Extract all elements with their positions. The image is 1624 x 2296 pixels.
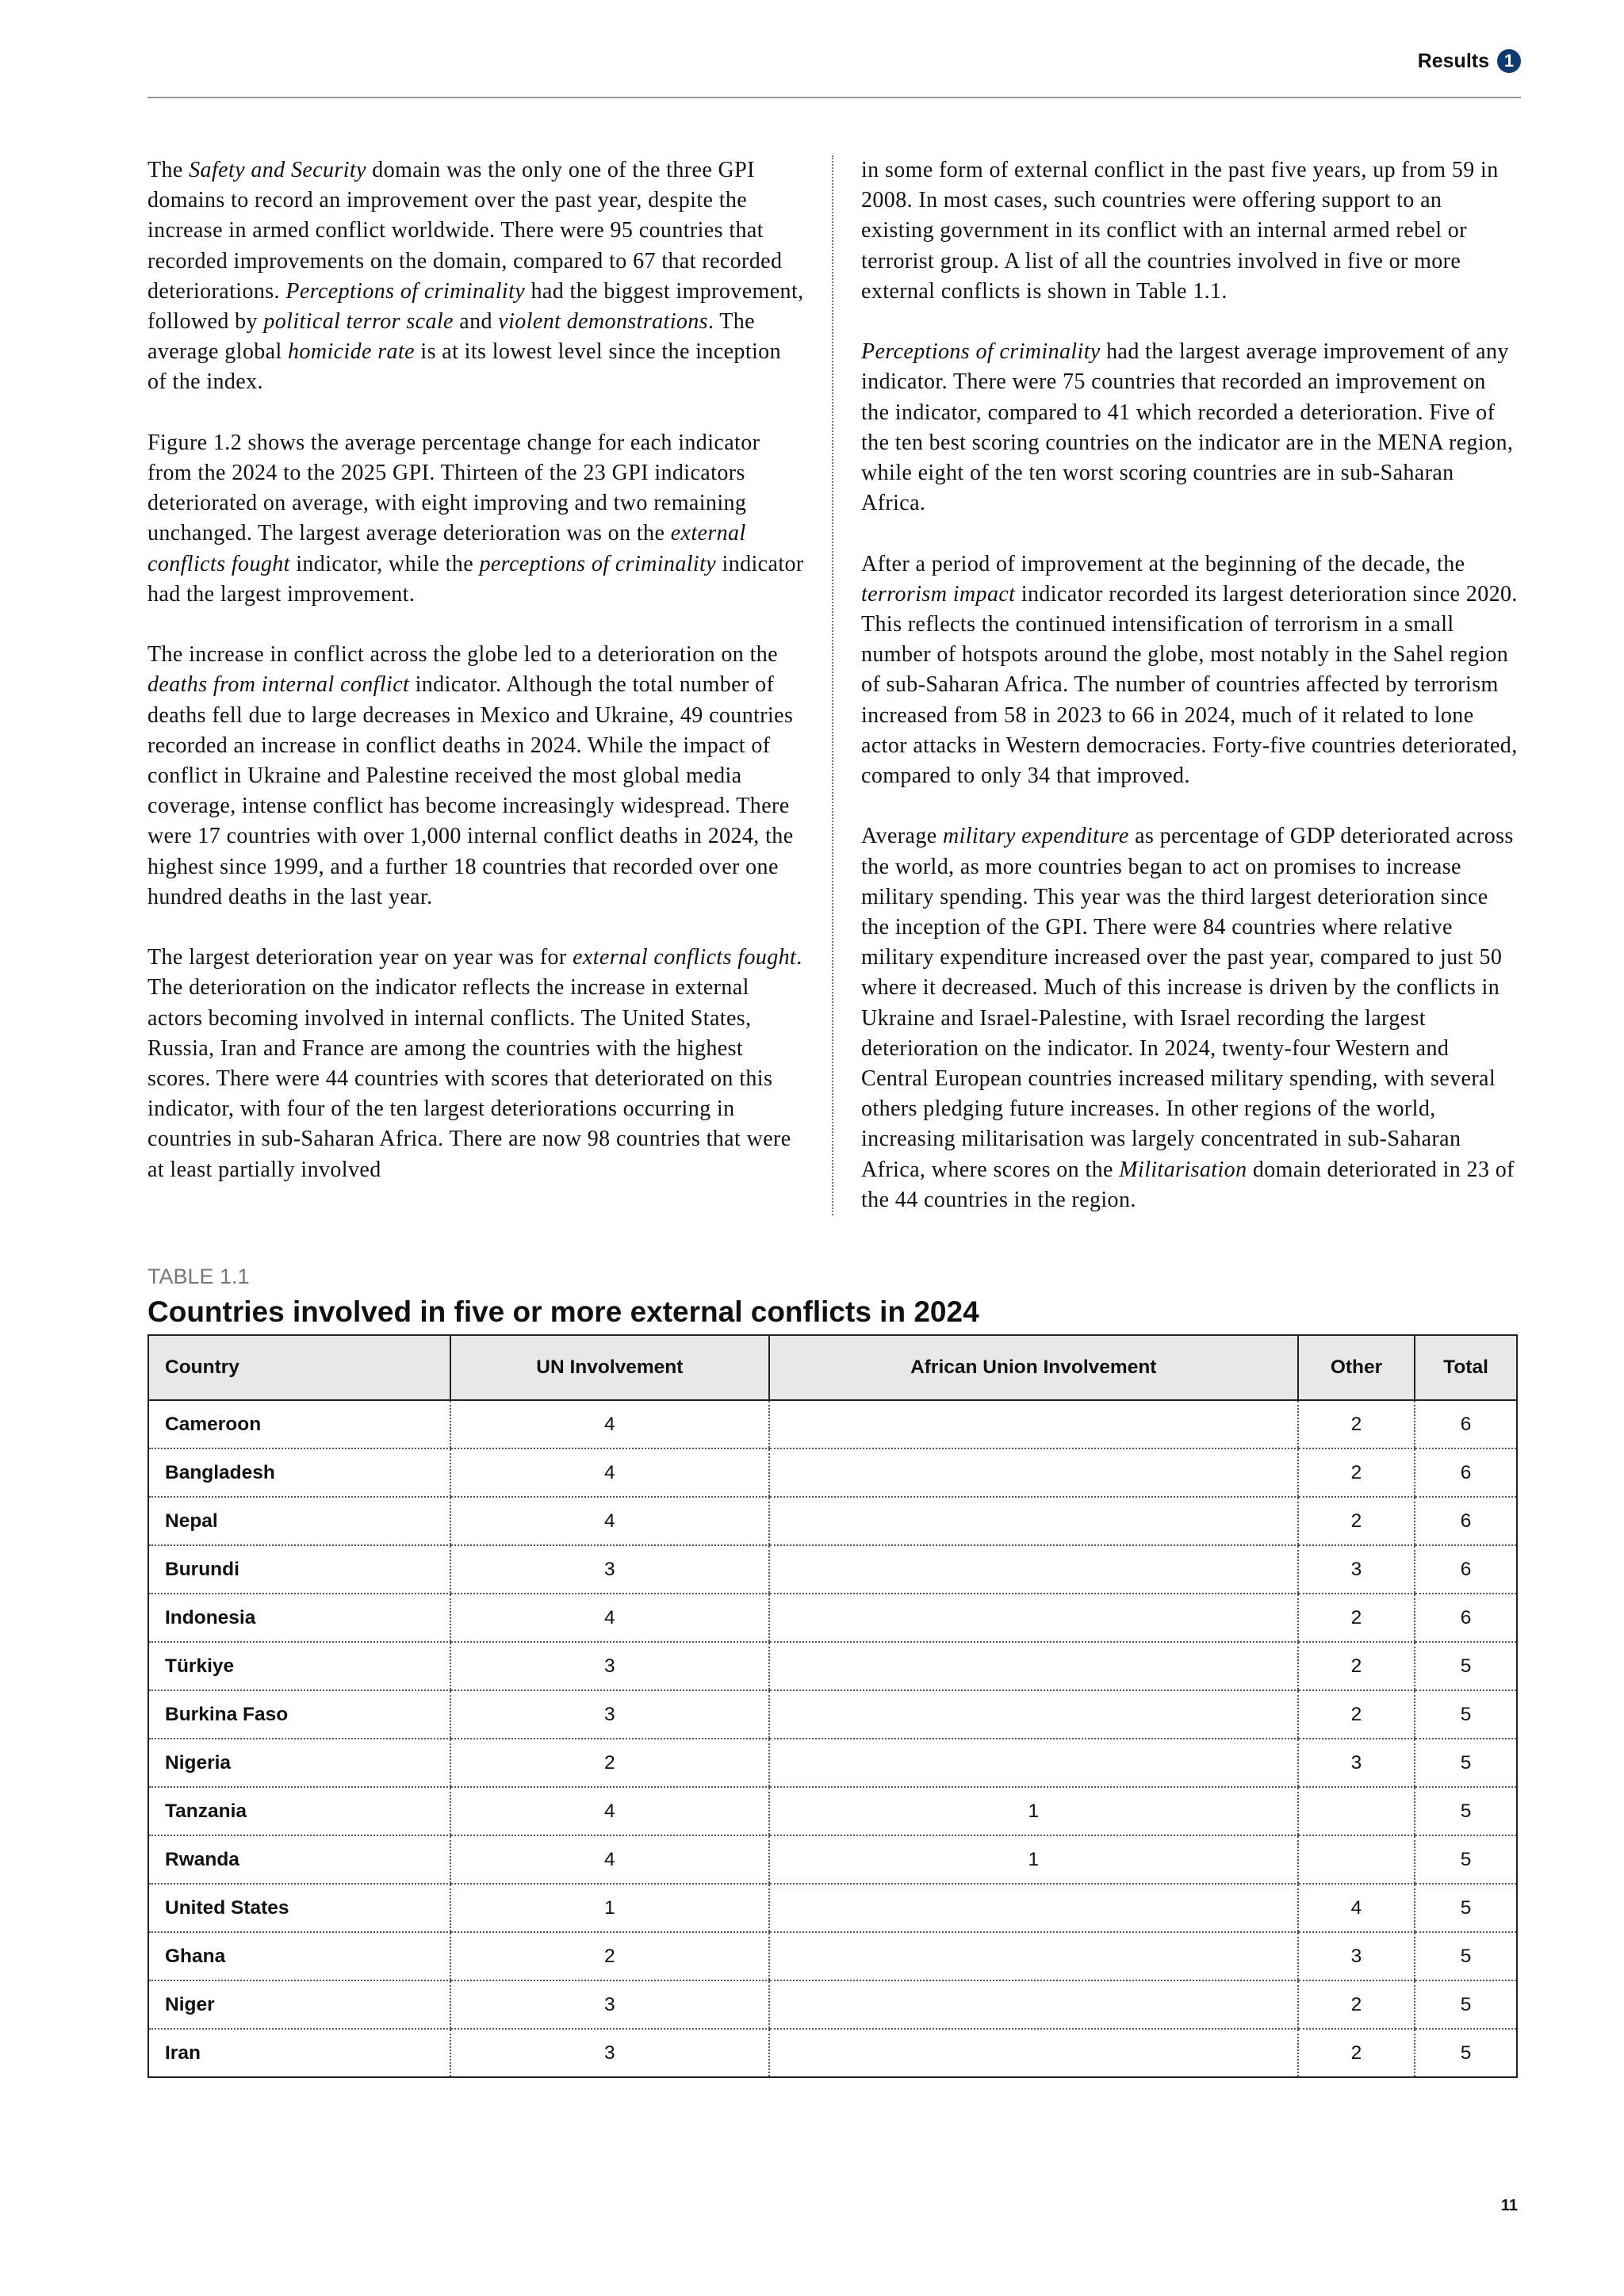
paragraph <box>861 549 1519 792</box>
value-cell <box>769 1980 1298 2029</box>
value-cell: 5 <box>1415 1690 1517 1739</box>
right-text-column <box>833 155 1519 1215</box>
value-cell: 5 <box>1415 1642 1517 1690</box>
value-cell: 1 <box>769 1835 1298 1884</box>
value-cell: 3 <box>450 1545 768 1594</box>
table-section <box>147 1263 1521 2078</box>
text-columns <box>147 155 1521 1215</box>
value-cell <box>769 1739 1298 1787</box>
country-cell: Burkina Faso <box>148 1690 450 1739</box>
table-row <box>148 1594 1517 1642</box>
page-body <box>147 0 1521 2247</box>
text-segment: had the largest average improvement of any indicator. There were 75 countries that recorded an improvement on the indicator, compared to 41 which recorded a deterioration. Five of the ten best scoring countries on the indicator are in the MENA region, while eight of the ten worst scoring countries are in sub-Saharan Africa. <box>861 339 1514 516</box>
table-label: TABLE 1.1 <box>147 1265 250 1289</box>
country-cell: Tanzania <box>148 1787 450 1835</box>
value-cell: 4 <box>1298 1884 1415 1932</box>
country-cell: Niger <box>148 1980 450 2029</box>
text-segment: The largest deterioration year on year was for <box>147 945 573 970</box>
text-segment: domain was the only one of the three GPI domains to record an improvement over the past year, despite the increase in armed conflict worldwide. There were 95 countries that recorded improvements on the domain, compared to 67 that recorded deteriorations. <box>147 158 783 304</box>
column-header: Country <box>148 1335 450 1400</box>
country-cell: Cameroon <box>148 1400 450 1448</box>
country-cell: Burundi <box>148 1545 450 1594</box>
emphasis-text: violent demonstrations <box>498 309 708 335</box>
table-row <box>148 1497 1517 1545</box>
value-cell: 6 <box>1415 1545 1517 1594</box>
value-cell: 2 <box>1298 1642 1415 1690</box>
country-cell: Ghana <box>148 1932 450 1980</box>
value-cell: 3 <box>450 2029 768 2077</box>
emphasis-text: Safety and Security <box>189 158 366 182</box>
value-cell: 5 <box>1415 1787 1517 1835</box>
paragraph <box>861 821 1519 1215</box>
value-cell: 2 <box>1298 1980 1415 2029</box>
value-cell: 3 <box>1298 1932 1415 1980</box>
country-cell: Bangladesh <box>148 1448 450 1497</box>
value-cell: 3 <box>450 1980 768 2029</box>
paragraph <box>147 943 806 1185</box>
text-segment: in some form of external conflict in the past five years, up from 59 in 2008. In most cases, such countries were offering support to an existing government in its conflict with an internal armed rebel or terrorist group. A list of all the countries involved in five or more external conflicts is shown in Table 1.1. <box>861 158 1499 304</box>
value-cell <box>769 1448 1298 1497</box>
text-segment: domain deteriorated in 23 of the 44 countries in the region. <box>861 1157 1515 1212</box>
value-cell: 2 <box>1298 1400 1415 1448</box>
value-cell <box>769 1545 1298 1594</box>
text-segment: The <box>147 158 190 182</box>
value-cell: 1 <box>769 1787 1298 1835</box>
external-conflicts-table <box>147 1334 1518 2078</box>
value-cell: 4 <box>450 1835 768 1884</box>
value-cell: 6 <box>1415 1448 1517 1497</box>
emphasis-text: external conflicts fought <box>573 945 797 970</box>
value-cell: 2 <box>1298 1497 1415 1545</box>
table-row <box>148 1690 1517 1739</box>
value-cell: 6 <box>1415 1400 1517 1448</box>
text-segment: is at its lowest level since the inception of the index. <box>147 339 781 395</box>
text-segment: . The average global <box>147 309 755 365</box>
text-segment: indicator, while the <box>289 551 480 576</box>
emphasis-text: external conflicts fought <box>147 521 746 576</box>
value-cell: 2 <box>1298 1594 1415 1642</box>
text-segment: Figure 1.2 shows the average percentage change for each indicator from the 2024 to the 2025 GPI. Thirteen of the 23 GPI indicators deteriorated on average, with eight improving and two remaining unchanged. The largest average deterioration was on the <box>147 430 760 546</box>
table-row <box>148 1545 1517 1594</box>
paragraph <box>147 640 806 913</box>
country-cell: United States <box>148 1884 450 1932</box>
table-row <box>148 1448 1517 1497</box>
section-title: Results <box>1417 49 1489 72</box>
text-segment: The increase in conflict across the globe led to a deterioration on the <box>147 642 778 668</box>
emphasis-text: Perceptions of criminality <box>285 278 526 304</box>
value-cell: 2 <box>450 1739 768 1787</box>
text-segment: Average <box>861 824 943 849</box>
chapter-number-badge: 1 <box>1497 49 1521 73</box>
value-cell: 4 <box>450 1787 768 1835</box>
table-row <box>148 1980 1517 2029</box>
text-segment: After a period of improvement at the beginning of the decade, the <box>861 551 1465 576</box>
text-segment: and <box>453 309 499 335</box>
value-cell: 3 <box>450 1642 768 1690</box>
emphasis-text: perceptions of criminality <box>479 551 717 576</box>
value-cell <box>769 2029 1298 2077</box>
column-header: Total <box>1415 1335 1517 1400</box>
emphasis-text: political terror scale <box>263 309 454 335</box>
value-cell: 2 <box>1298 1448 1415 1497</box>
value-cell: 4 <box>450 1400 768 1448</box>
emphasis-text: terrorism impact <box>861 581 1016 607</box>
value-cell <box>1298 1835 1415 1884</box>
value-cell: 5 <box>1415 1932 1517 1980</box>
table-row <box>148 1787 1517 1835</box>
emphasis-text: Militarisation <box>1119 1157 1247 1182</box>
table-row <box>148 1400 1517 1448</box>
left-text-column <box>147 155 833 1215</box>
value-cell: 4 <box>450 1448 768 1497</box>
value-cell: 1 <box>450 1884 768 1932</box>
paragraph <box>861 337 1519 519</box>
value-cell: 3 <box>1298 1739 1415 1787</box>
value-cell: 5 <box>1415 1980 1517 2029</box>
value-cell: 2 <box>1298 2029 1415 2077</box>
column-header: UN Involvement <box>450 1335 768 1400</box>
value-cell <box>769 1884 1298 1932</box>
table-row <box>148 1835 1517 1884</box>
value-cell: 6 <box>1415 1497 1517 1545</box>
country-cell: Indonesia <box>148 1594 450 1642</box>
value-cell: 5 <box>1415 1835 1517 1884</box>
text-segment: as percentage of GDP deteriorated across the world, as more countries began to act on promises to increase military spending. This year was the third largest deterioration since the inception of the GPI. There were 84 countries where relative military expenditure increased over the past year, compared to just 50 where it decreased. Much of this increase is driven by the conflicts in Ukraine and Israel-Palestine, with Israel recording the largest deterioration on the indicator. In 2024, twenty-four Western and Central European countries increased military spending, with several others pledging future increases. In other regions of the world, increasing militarisation was largely concentrated in sub-Saharan Africa, where scores on the <box>861 824 1514 1182</box>
emphasis-text: deaths from internal conflict <box>147 672 410 698</box>
value-cell <box>769 1497 1298 1545</box>
column-header: Other <box>1298 1335 1415 1400</box>
value-cell <box>769 1690 1298 1739</box>
emphasis-text: military expenditure <box>942 824 1129 849</box>
paragraph <box>147 428 806 610</box>
value-cell: 5 <box>1415 2029 1517 2077</box>
text-segment: indicator. Although the total number of deaths fell due to large decreases in Mexico and Ukraine, 49 countries recorded an increase in conflict deaths in 2024. While the impact of conflict in Ukraine and Palestine received the most global media coverage, intense conflict has become increasingly widespread. There were 17 countries with over 1,000 internal conflict deaths in 2024, the highest since 1999, and a further 18 countries that recorded over one hundred deaths in the last year. <box>147 672 794 909</box>
page-number: 11 <box>1500 2197 1518 2215</box>
country-cell: Türkiye <box>148 1642 450 1690</box>
table-row <box>148 1642 1517 1690</box>
value-cell: 2 <box>450 1932 768 1980</box>
country-cell: Nigeria <box>148 1739 450 1787</box>
table-row <box>148 2029 1517 2077</box>
country-cell: Rwanda <box>148 1835 450 1884</box>
value-cell: 3 <box>1298 1545 1415 1594</box>
value-cell <box>1298 1787 1415 1835</box>
value-cell: 5 <box>1415 1739 1517 1787</box>
column-header: African Union Involvement <box>769 1335 1298 1400</box>
value-cell: 6 <box>1415 1594 1517 1642</box>
table-title: Countries involved in five or more external conflicts in 2024 <box>147 1295 979 1329</box>
paragraph <box>147 155 806 398</box>
text-segment: . The deterioration on the indicator reflects the increase in external actors becoming involved in internal conflicts. The United States, Russia, Iran and France are among the countries with the highest scores. There were 44 countries with scores that deteriorated on this indicator, with four of the ten largest deteriorations occurring in countries in sub-Saharan Africa. There are now 98 countries that were at least partially involved <box>147 945 802 1182</box>
emphasis-text: Perceptions of criminality <box>861 339 1101 365</box>
paragraph <box>861 155 1519 307</box>
emphasis-text: homicide rate <box>288 339 415 365</box>
value-cell <box>769 1932 1298 1980</box>
country-cell: Nepal <box>148 1497 450 1545</box>
table-row <box>148 1884 1517 1932</box>
value-cell: 5 <box>1415 1884 1517 1932</box>
value-cell: 3 <box>450 1690 768 1739</box>
text-segment: indicator had the largest improvement. <box>147 551 804 607</box>
table-header-row <box>148 1335 1517 1400</box>
value-cell: 4 <box>450 1594 768 1642</box>
text-segment: indicator recorded its largest deterioration since 2020. This reflects the continued intensification of terrorism in a small number of hotspots around the globe, most notably in the Sahel region of sub-Saharan Africa. The number of countries affected by terrorism increased from 58 in 2023 to 66 in 2024, much of it related to lone actor attacks in Western democracies. Forty-five countries deteriorated, compared to only 34 that improved. <box>861 581 1518 789</box>
table-row <box>148 1932 1517 1980</box>
value-cell <box>769 1400 1298 1448</box>
table-row <box>148 1739 1517 1787</box>
value-cell: 2 <box>1298 1690 1415 1739</box>
value-cell: 4 <box>450 1497 768 1545</box>
country-cell: Iran <box>148 2029 450 2077</box>
value-cell <box>769 1642 1298 1690</box>
value-cell <box>769 1594 1298 1642</box>
text-segment: had the biggest improvement, followed by <box>147 278 804 335</box>
